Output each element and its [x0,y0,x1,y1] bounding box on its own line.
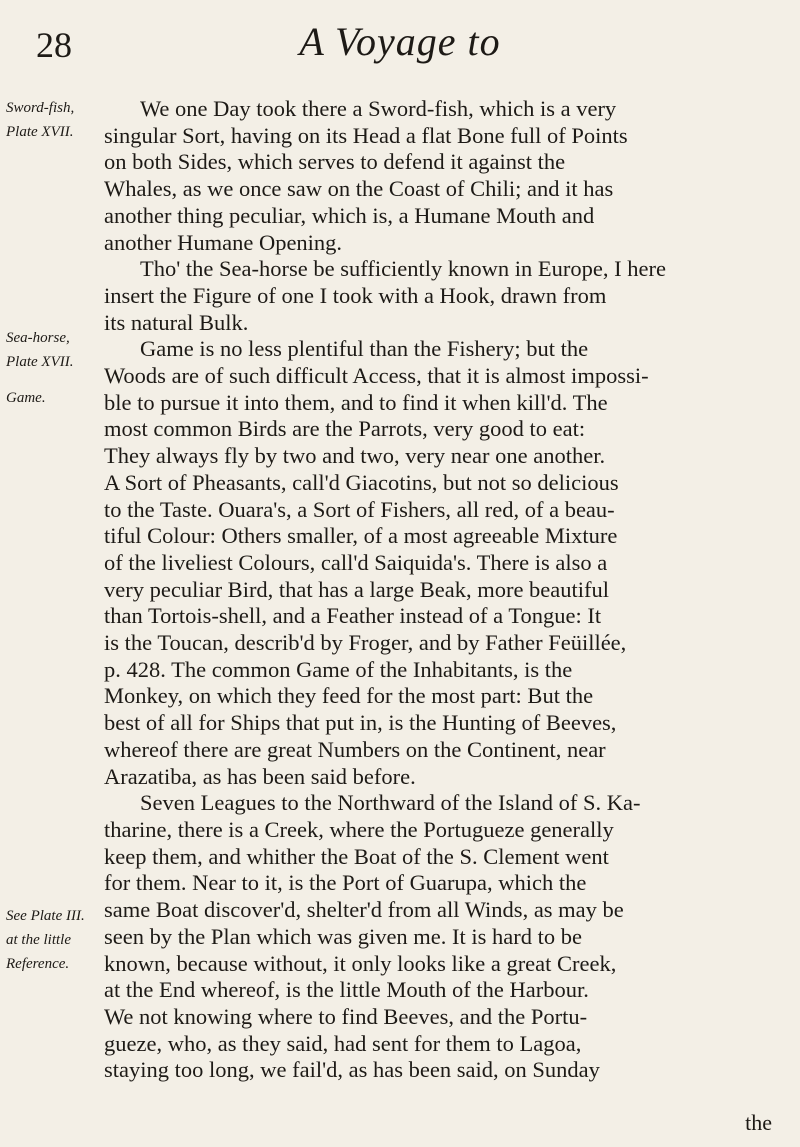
page-number: 28 [36,25,72,65]
text-line: to the Taste. Ouara's, a Sort of Fishers, all red, of a beau- [104,496,615,522]
text-line: whereof there are great Numbers on the Continent, near [104,736,606,762]
text-line: for them. Near to it, is the Port of Guarupa, which the [104,870,587,896]
text-line: best of all for Ships that put in, is the Hunting of Beeves, [104,710,617,736]
text-line: We not knowing where to find Beeves, and the Portu- [104,1003,588,1029]
text-line: tiful Colour: Others smaller, of a most agreeable Mixture [104,523,618,549]
text-line: of the liveliest Colours, call'd Saiquida's. There is also a [104,549,608,575]
body-text [104,96,784,1084]
text-line: than Tortois-shell, and a Feather instead of a Tongue: It [104,603,602,629]
text-line: another thing peculiar, which is, a Humane Mouth and [104,202,595,228]
text-line: Seven Leagues to the Northward of the Island of S. Ka- [140,790,641,816]
text-line: at the End whereof, is the little Mouth of the Harbour. [104,977,589,1003]
text-line: Whales, as we once saw on the Coast of Chili; and it has [104,176,614,202]
text-line: very peculiar Bird, that has a large Beak, more beautiful [104,576,610,602]
text-line: known, because without, it only looks like a great Creek, [104,950,617,976]
paragraph [104,96,784,256]
margin-note-sword-fish: Sword-fish, Plate XVII. [6,100,75,140]
text-line: Tho' the Sea-horse be sufficiently known in Europe, I here [140,256,666,282]
text-line: p. 428. The common Game of the Inhabitants, is the [104,656,573,682]
text-line: most common Birds are the Parrots, very good to eat: [104,416,586,442]
text-line: same Boat discover'd, shelter'd from all Winds, as may be [104,897,624,923]
text-line: insert the Figure of one I took with a Hook, drawn from [104,282,607,308]
running-title: A Voyage to [299,19,501,64]
margin-note-plate-reference: See Plate III. at the little Reference. [6,908,85,972]
text-line: A Sort of Pheasants, call'd Giacotins, but not so delicious [104,469,619,495]
text-line: Arazatiba, as has been said before. [104,763,416,789]
text-line: Game is no less plentiful than the Fishery; but the [140,336,589,362]
margin-note-game: Game. [6,390,46,406]
text-line: They always fly by two and two, very near one another. [104,443,606,469]
paragraph [104,256,784,336]
text-line: keep them, and whither the Boat of the S. Clement went [104,843,609,869]
text-line: another Humane Opening. [104,229,343,255]
catchword: the [745,1110,772,1135]
text-line: Woods are of such difficult Access, that it is almost impossi- [104,363,649,389]
text-line: seen by the Plan which was given me. It is hard to be [104,923,583,949]
text-line: is the Toucan, describ'd by Froger, and by Father Feüillée, [104,630,627,656]
text-line: gueze, who, as they said, had sent for them to Lagoa, [104,1030,582,1056]
text-line: on both Sides, which serves to defend it against the [104,149,566,175]
text-line: ble to pursue it into them, and to find it when kill'd. The [104,389,608,415]
text-line: Monkey, on which they feed for the most part: But the [104,683,594,709]
margin-note-sea-horse: Sea-horse, Plate XVII. [6,330,74,370]
text-line: staying too long, we fail'd, as has been said, on Sunday [104,1057,600,1083]
text-line: tharine, there is a Creek, where the Portugueze generally [104,816,614,842]
text-line: singular Sort, having on its Head a flat Bone full of Points [104,122,628,148]
paragraph [104,790,784,1084]
text-line: its natural Bulk. [104,309,249,335]
paragraph [104,336,784,790]
text-line: We one Day took there a Sword-fish, which is a very [140,96,617,121]
page-header [0,18,800,78]
